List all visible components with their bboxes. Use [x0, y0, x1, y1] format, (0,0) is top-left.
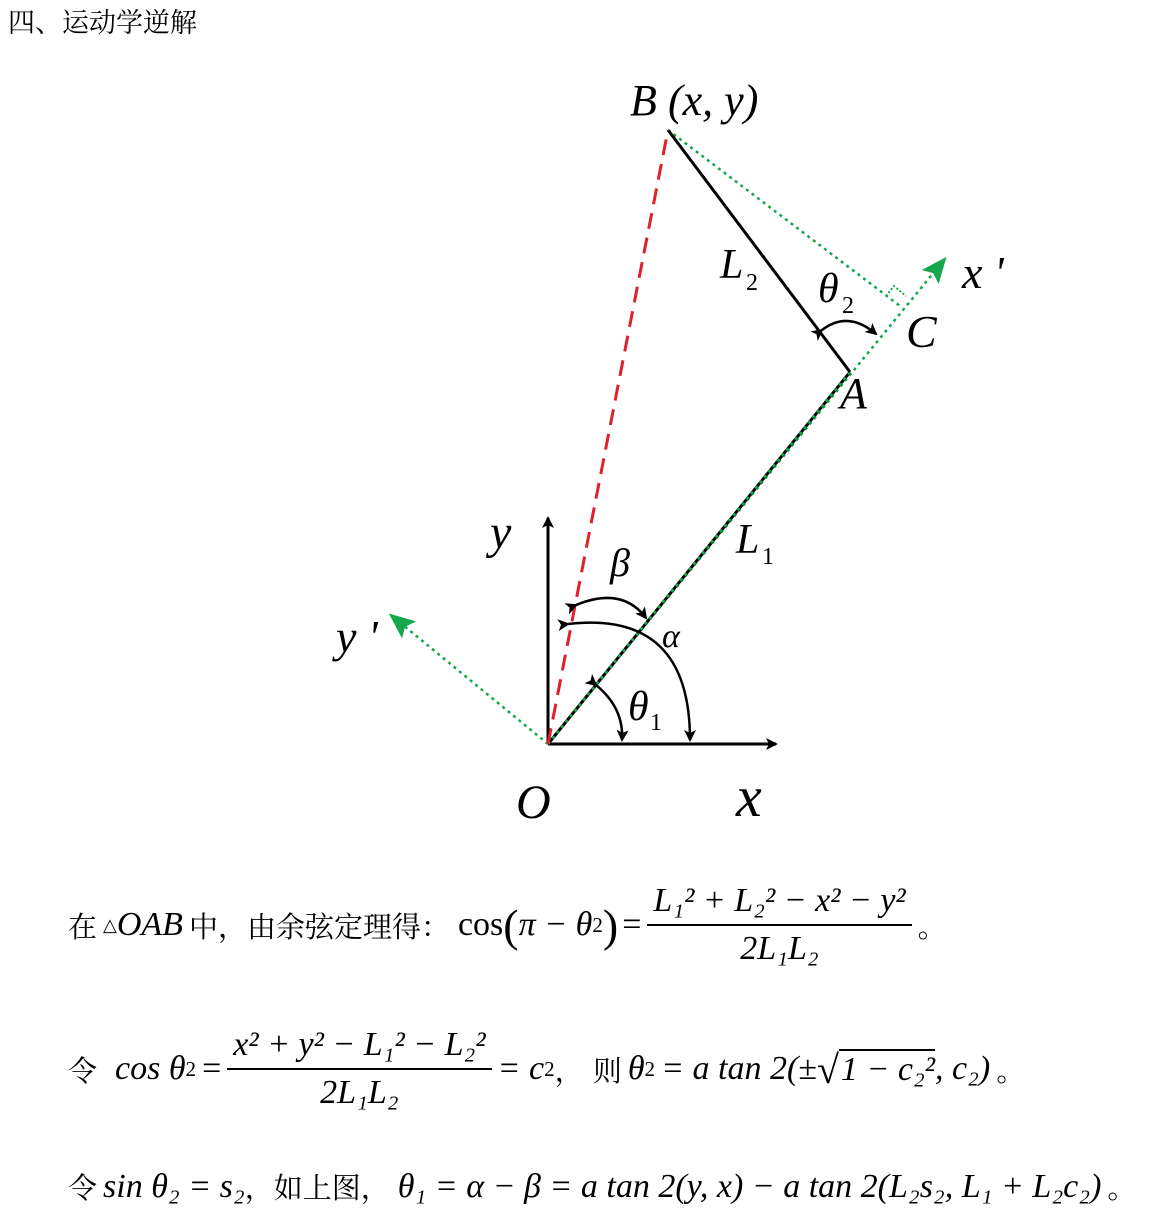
eq2-numerator: x² + y² − L₁² − L₂²	[227, 1024, 491, 1070]
eq1-denominator: 2L₁L₂	[740, 930, 819, 967]
b-to-c-projection	[668, 130, 900, 306]
eq2-tail: , c₂)	[934, 1050, 991, 1087]
triangle-symbol: △	[103, 914, 117, 935]
eq1-lhs-arg: π − θ	[518, 906, 593, 943]
eq2-lhs: cos θ	[115, 1050, 186, 1087]
theta1-arc	[596, 685, 622, 740]
eq1-numerator: L₁² + L₂² − x² − y²	[647, 880, 911, 926]
theta1-sub: 1	[650, 710, 662, 736]
o-to-b-line	[548, 130, 668, 744]
eq2-middle: ， 则	[554, 1053, 622, 1088]
theta2-arc	[822, 321, 876, 334]
alpha-label: α	[662, 618, 680, 655]
x-prime-label: x '	[962, 247, 1004, 298]
equation-theta1	[68, 1166, 1136, 1207]
theta2-label: θ	[818, 266, 839, 312]
eq3-end: 。	[1107, 1171, 1137, 1205]
eq2-fraction	[227, 1024, 491, 1114]
point-b-coords: (x, y)	[668, 76, 759, 125]
origin-label: O	[516, 776, 551, 829]
eq2-atan: = a tan 2(±	[661, 1050, 817, 1087]
eq1-fraction	[647, 880, 911, 970]
eq2-rhs: = c	[497, 1050, 545, 1087]
equation-theta2: 令 cos θ 2 = $\frac{\text{x² + y² − L₁² − L₂²}}{\text{2L₁L₂}}$ = c 2 ， 则 θ 2 = a tan 2(± √ 1 − c₂² , c₂) 。	[68, 1024, 1025, 1114]
beta-arc	[576, 598, 646, 618]
y-prime-axis	[392, 616, 548, 744]
eq3-middle: ，如上图，	[244, 1171, 390, 1205]
link-l1-sub: 1	[762, 544, 774, 570]
link-l2	[668, 130, 850, 372]
link-l1-label: L	[736, 517, 760, 563]
eq2-sqrt: 1 − c₂²	[840, 1051, 935, 1088]
section-heading: 四、运动学逆解	[8, 8, 197, 39]
y-prime-label: y '	[336, 611, 378, 662]
point-b-label: B	[630, 76, 657, 125]
point-c-label: C	[906, 306, 937, 357]
eq1-end: 。	[917, 909, 947, 944]
theta1-label: θ	[628, 684, 649, 730]
link-l2-label: L	[720, 242, 744, 288]
x-axis-label: x	[736, 764, 762, 829]
eq1-prefix: 在	[68, 909, 98, 944]
eq3-formula: θ₁ = α − β = a tan 2(y, x) − a tan 2(L₂s₂, L₁ + L₂c₂)	[397, 1167, 1102, 1205]
link-l2-sub: 2	[746, 270, 758, 296]
eq2-prefix: 令	[68, 1053, 98, 1088]
eq3-prefix: 令	[68, 1171, 98, 1205]
beta-label: β	[610, 540, 630, 585]
eq2-end: 。	[996, 1053, 1026, 1088]
eq2-denominator: 2L₁L₂	[320, 1074, 399, 1111]
triangle-name: OAB	[116, 906, 183, 943]
eq2-theta: θ	[627, 1050, 645, 1087]
right-angle-mark	[886, 286, 906, 296]
eq1-middle: 中，由余弦定理得：	[188, 909, 450, 944]
y-axis-label: y	[490, 506, 512, 559]
eq1-lhs: cos	[457, 906, 504, 943]
theta2-sub: 2	[842, 293, 854, 319]
equation-cosine-law: 在 △ OAB 中，由余弦定理得： cos ( π − θ 2 ) = $\frac{\text{L₁² + L₂² − x² − y²}}{\text{2L₁L₂}}$ 。	[68, 880, 947, 970]
point-a-label: A	[840, 369, 867, 418]
eq3-sin: sin θ₂ = s₂	[103, 1167, 245, 1205]
